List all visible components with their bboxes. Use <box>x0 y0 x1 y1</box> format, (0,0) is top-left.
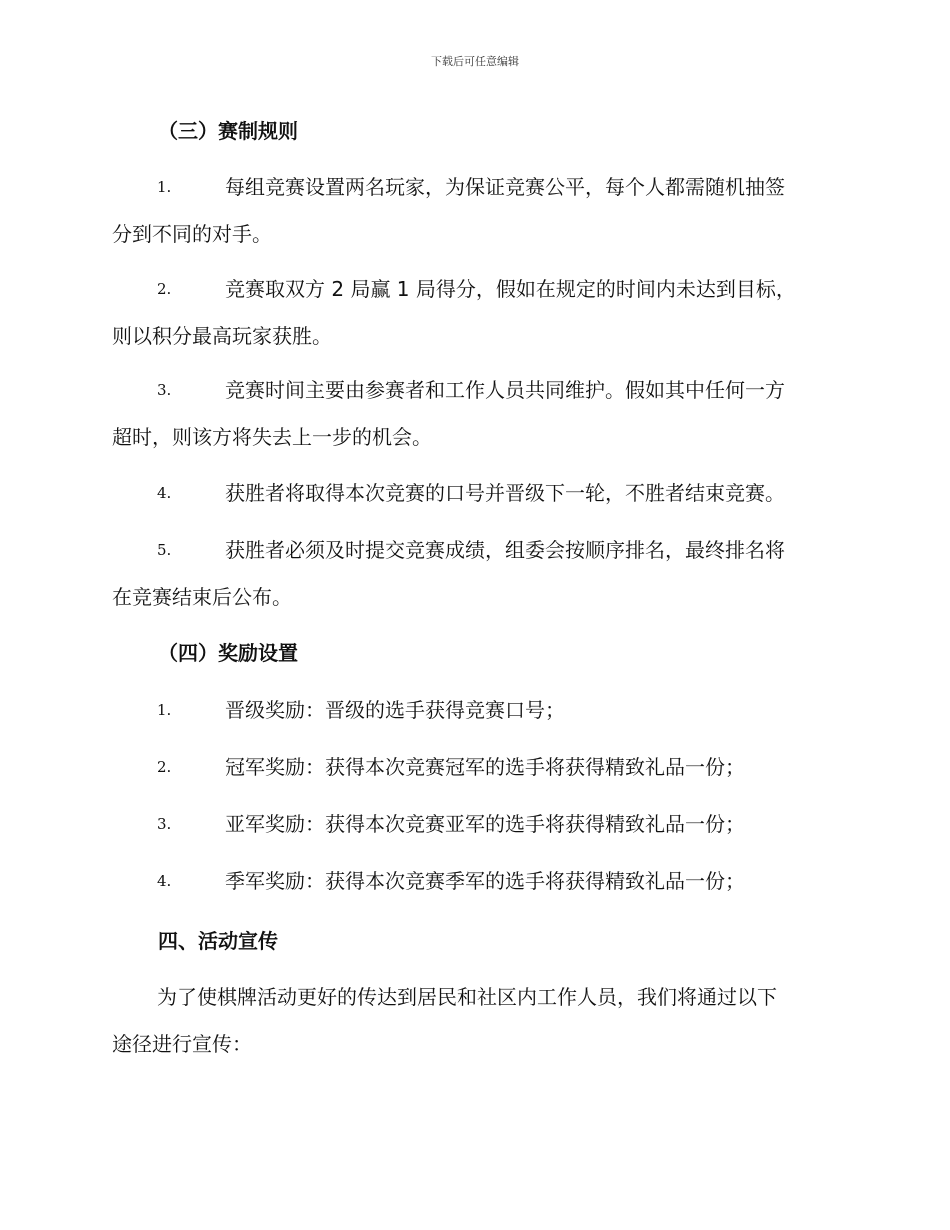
list-item <box>112 687 832 734</box>
item-text-line2: 超时，则该方将失去上一步的机会。 <box>112 425 432 449</box>
item-text-line2: 在竞赛结束后公布。 <box>112 585 292 609</box>
item-text-line1: 冠军奖励：获得本次竞赛冠军的选手将获得精致礼品一份； <box>225 755 745 779</box>
list-item <box>112 266 832 360</box>
item-number: 4. <box>157 872 172 890</box>
list-item <box>112 801 832 848</box>
paragraph-line1: 为了使棋牌活动更好的传达到居民和社区内工作人员，我们将通过以下 <box>157 985 777 1009</box>
item-text-line1: 获胜者必须及时提交竞赛成绩，组委会按顺序排名，最终排名将 <box>225 538 785 562</box>
chapter-heading-promotion: 四、活动宣传 <box>158 929 278 953</box>
item-number: 2. <box>157 758 172 776</box>
item-number: 4. <box>157 484 172 502</box>
section-heading-rewards: （四）奖励设置 <box>158 641 298 665</box>
list-item <box>112 527 832 621</box>
list-item <box>112 470 832 517</box>
item-text-line1: 每组竞赛设置两名玩家，为保证竞赛公平，每个人都需随机抽签 <box>225 175 785 199</box>
page-header: 下载后可任意编辑 <box>431 55 519 68</box>
item-number: 3. <box>157 381 172 399</box>
list-item <box>112 744 832 791</box>
item-number: 2. <box>157 280 172 298</box>
list-item <box>112 164 832 258</box>
item-text-line1: 竞赛时间主要由参赛者和工作人员共同维护。假如其中任何一方 <box>225 378 785 402</box>
item-text-line1: 季军奖励：获得本次竞赛季军的选手将获得精致礼品一份； <box>225 869 745 893</box>
item-number: 3. <box>157 815 172 833</box>
item-text-line2: 分到不同的对手。 <box>112 222 272 246</box>
item-text-line1: 获胜者将取得本次竞赛的口号并晋级下一轮，不胜者结束竞赛。 <box>225 481 785 505</box>
list-item <box>112 367 832 461</box>
section-heading-rules: （三）赛制规则 <box>158 119 298 143</box>
item-number: 1. <box>157 701 172 719</box>
item-text-line1: 亚军奖励：获得本次竞赛亚军的选手将获得精致礼品一份； <box>225 812 745 836</box>
item-text-line1: 晋级奖励：晋级的选手获得竞赛口号； <box>225 698 565 722</box>
body-paragraph <box>112 974 832 1068</box>
item-number: 5. <box>157 541 172 559</box>
item-text-line1: 竞赛取双方 2 局赢 1 局得分，假如在规定的时间内未达到目标， <box>225 277 796 301</box>
item-number: 1. <box>157 178 172 196</box>
paragraph-line2: 途径进行宣传： <box>112 1032 252 1056</box>
item-text-line2: 则以积分最高玩家获胜。 <box>112 324 332 348</box>
list-item <box>112 858 832 905</box>
